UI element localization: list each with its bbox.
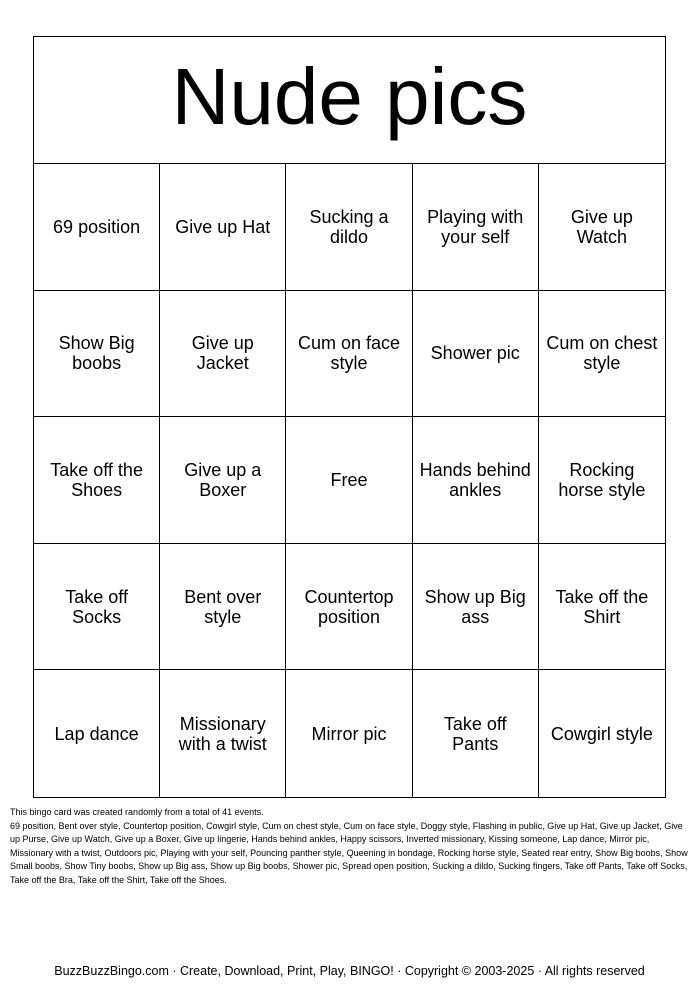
info-event-list: 69 position, Bent over style, Countertop position, Cowgirl style, Cum on chest style, Cum on face style, Doggy style, Flashing in public, Give up Hat, Give up Jacket, Give up Purse, Give up Watch, Give up a Boxer, Give up lingerie, Hands behind ankles, Happy scissors, Inverted missionary, Kissing someone, Lap dance, Mirror pic, Missionary with a twist, Outdoors pic, Playing with your self, Pouncing panther style, Queening in bondage, Rocking horse style, Seated rear entry, Show Big boobs, Show Small boobs, Show Tiny boobs, Show up Big ass, Show up Big boobs, Shower pic, Spread open position, Sucking a dildo, Sucking fingers, Take off Pants, Take off Socks, Take off the Bra, Take off the Shirt, Take off the Shoes. <box>10 820 688 885</box>
bingo-cell: Cum on face style <box>286 291 412 418</box>
bingo-cell: Missionary with a twist <box>160 670 286 797</box>
bingo-cell: Take off Socks <box>34 544 160 671</box>
bingo-cell: Give up Jacket <box>160 291 286 418</box>
bingo-cell: Lap dance <box>34 670 160 797</box>
bingo-cell: Take off the Shoes <box>34 417 160 544</box>
bingo-grid <box>34 164 665 797</box>
page-footer: BuzzBuzzBingo.com · Create, Download, Print, Play, BINGO! · Copyright © 2003-2025 · All rights reserved <box>54 964 645 978</box>
free-space-cell: Free <box>286 417 412 544</box>
card-title: Nude pics <box>34 37 665 164</box>
bingo-cell: Countertop position <box>286 544 412 671</box>
bingo-cell: Shower pic <box>413 291 539 418</box>
bingo-cell: Give up Watch <box>539 164 665 291</box>
bingo-cell: Playing with your self <box>413 164 539 291</box>
bingo-cell: Cum on chest style <box>539 291 665 418</box>
bingo-cell: Show Big boobs <box>34 291 160 418</box>
bingo-cell: Mirror pic <box>286 670 412 797</box>
bingo-cell: Sucking a dildo <box>286 164 412 291</box>
bingo-cell: Take off Pants <box>413 670 539 797</box>
bingo-cell: Bent over style <box>160 544 286 671</box>
card-info <box>10 806 692 888</box>
bingo-cell: Show up Big ass <box>413 544 539 671</box>
bingo-cell: Give up Hat <box>160 164 286 291</box>
bingo-cell: 69 position <box>34 164 160 291</box>
bingo-cell: Rocking horse style <box>539 417 665 544</box>
bingo-cell: Cowgirl style <box>550 723 653 744</box>
bingo-cell: Hands behind ankles <box>413 417 539 544</box>
bingo-card <box>33 36 666 798</box>
bingo-cell: Give up a Boxer <box>160 417 286 544</box>
info-summary: This bingo card was created randomly from a total of 41 events. <box>10 807 264 817</box>
bingo-cell: Take off the Shirt <box>539 544 665 671</box>
